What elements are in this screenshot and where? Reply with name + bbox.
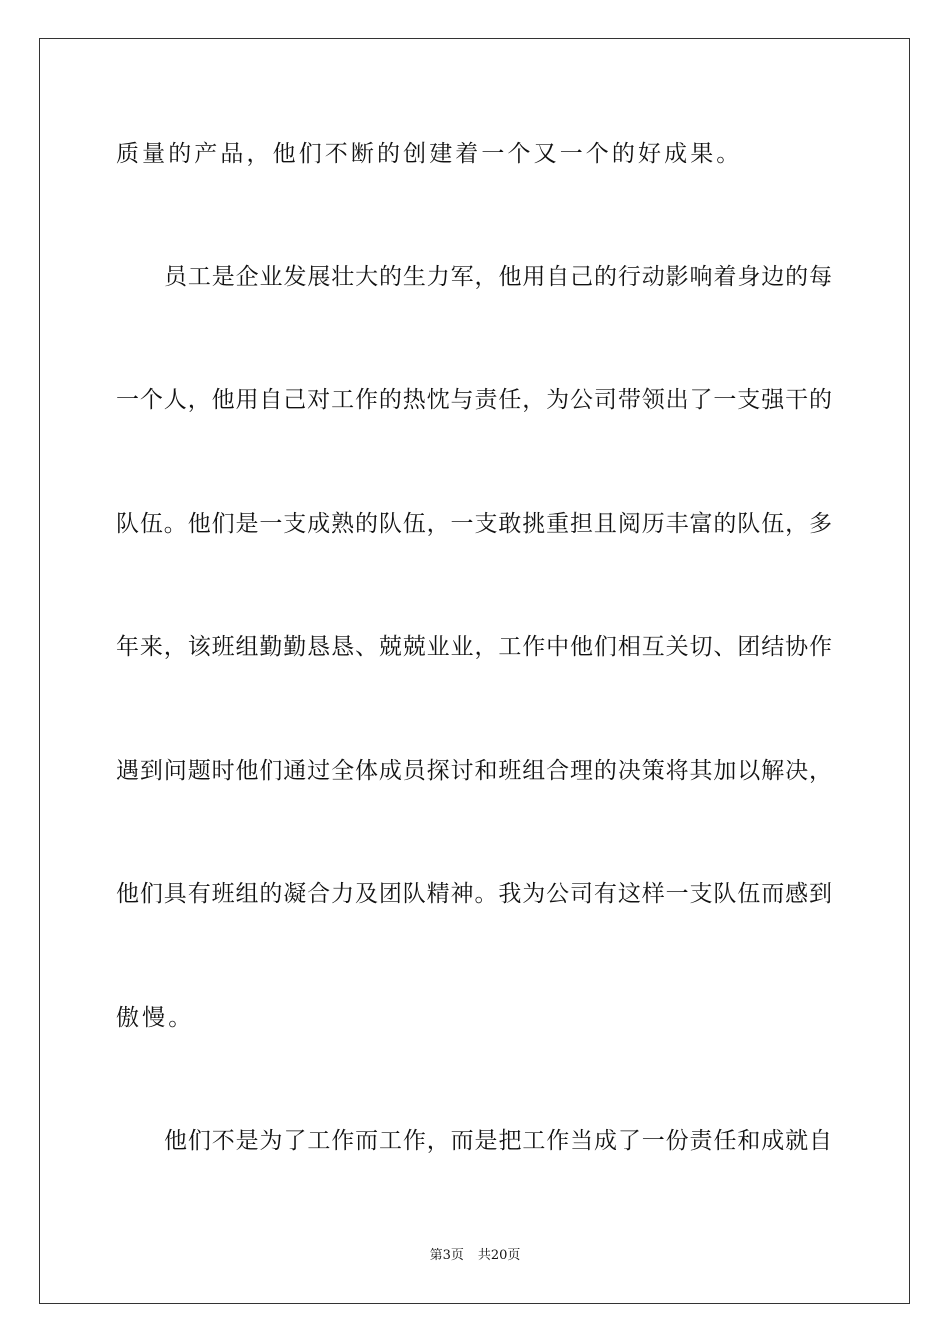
text-line-5: 年来，该班组勤勤恳恳、兢兢业业，工作中他们相互关切、团结协作: [116, 634, 832, 660]
text-line-3: 一个人，他用自己对工作的热忱与责任，为公司带领出了一支强干的: [116, 387, 832, 413]
text-line-7: 他们具有班组的凝合力及团队精神。我为公司有这样一支队伍而感到: [116, 881, 832, 907]
text-line-2: 员工是企业发展壮大的生力军，他用自己的行动影响着身边的每: [164, 264, 832, 290]
text-line-1: 质量的产品，他们不断的创建着一个又一个的好成果。: [116, 141, 743, 167]
text-line-9: 他们不是为了工作而工作，而是把工作当成了一份责任和成就自: [164, 1128, 832, 1154]
text-line-6: 遇到问题时他们通过全体成员探讨和班组合理的决策将其加以解决，: [116, 758, 832, 784]
page-total: 共20页: [477, 1248, 521, 1263]
page-footer: [0, 1247, 950, 1265]
text-line-8: 傲慢。: [116, 1005, 195, 1031]
text-line-4: 队伍。他们是一支成熟的队伍，一支敢挑重担且阅历丰富的队伍，多: [116, 511, 832, 537]
page-border: [39, 38, 910, 1304]
page-number: 第3页: [429, 1248, 464, 1263]
